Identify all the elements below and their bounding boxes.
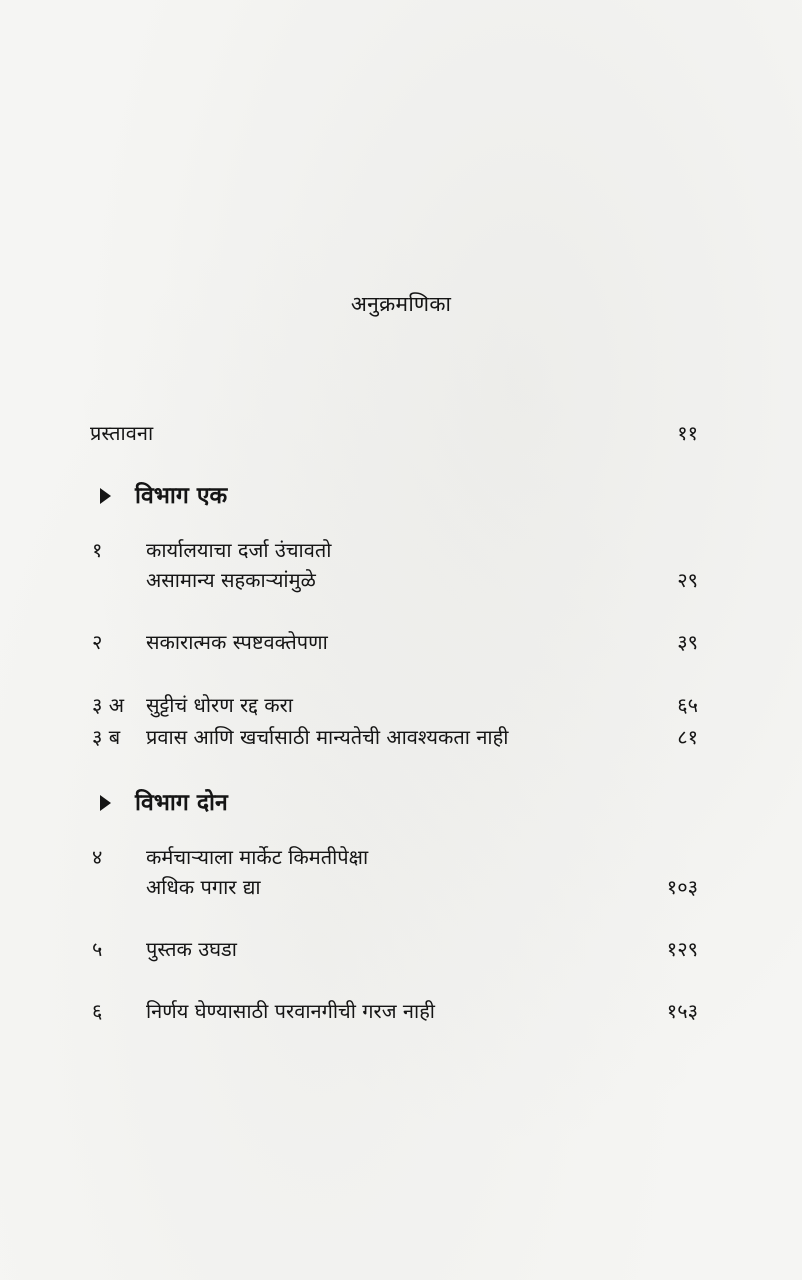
entry-title-line: कर्मचाऱ्याला मार्केट किमतीपेक्षा (146, 845, 369, 869)
entry-page: २९ (677, 568, 698, 592)
preface-label: प्रस्तावना (90, 421, 154, 445)
triangle-bullet-icon (100, 795, 111, 811)
section-heading-one (100, 480, 227, 512)
entry-number: १ (92, 538, 103, 562)
entry-number: २ (92, 630, 103, 654)
section-heading-text: विभाग दोन (135, 790, 228, 816)
section-heading-text: विभाग एक (135, 483, 228, 509)
entry-page: ३९ (677, 630, 698, 654)
entry-page: १२९ (666, 937, 698, 961)
entry-title-line: प्रवास आणि खर्चासाठी मान्यतेची आवश्यकता नाही (146, 725, 509, 749)
entry-number: ६ (92, 999, 103, 1023)
entry-title-line: पुस्तक उघडा (146, 937, 237, 961)
entry-number: ३ ब (92, 725, 121, 749)
entry-number: ५ (92, 937, 103, 961)
entry-number: ३ अ (92, 693, 125, 717)
section-heading-two (100, 787, 228, 819)
entry-page: १०३ (666, 875, 698, 899)
entry-page: ८१ (677, 725, 698, 749)
entry-page: ६५ (677, 693, 698, 717)
toc-title: अनुक्रमणिका (350, 292, 452, 316)
preface-page: ११ (677, 421, 698, 445)
entry-number: ४ (92, 845, 103, 869)
entry-title-line: कार्यालयाचा दर्जा उंचावतो (146, 538, 332, 562)
entry-title-line: सुट्टीचं धोरण रद्द करा (146, 693, 293, 717)
entry-title-line: असामान्य सहकाऱ्यांमुळे (146, 568, 316, 592)
entry-title-line: अधिक पगार द्या (146, 875, 261, 899)
entry-title-line: सकारात्मक स्पष्टवक्तेपणा (146, 630, 328, 654)
triangle-bullet-icon (100, 488, 111, 504)
entry-title-line: निर्णय घेण्यासाठी परवानगीची गरज नाही (146, 999, 435, 1023)
entry-page: १५३ (666, 999, 698, 1023)
